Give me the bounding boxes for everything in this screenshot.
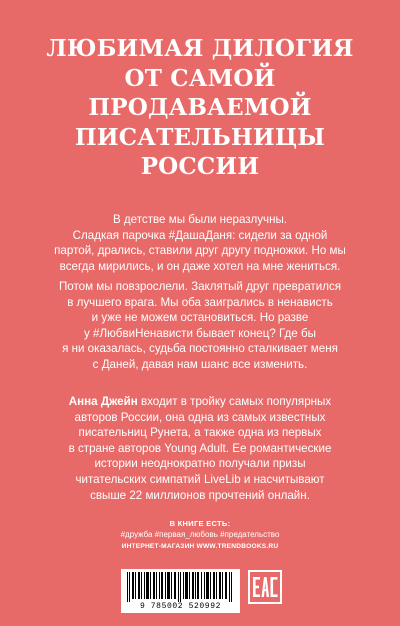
barcode [121,569,240,613]
text-line: Потом мы повзрослели. Заклятый друг превратился [58,280,342,293]
author-name: Анна Джейн [68,395,138,408]
synopsis-paragraph-2 [40,279,360,373]
text-line: читательских симпатий LiveLib и насчитывают [75,472,325,486]
text-line: партой, дрались, ставили друг другу подножки. Но мы [54,244,346,258]
text-line [40,394,360,410]
tags-block [90,519,310,552]
barcode-icon [127,572,234,602]
tags-title: В КНИГЕ ЕСТЬ: [169,519,231,528]
headline-line: ПРОДАВАЕМОЙ [88,94,312,121]
shop-url: ИНТЕРНЕТ-МАГАЗИН WWW.TRENDBOOKS.RU [121,543,279,550]
barcode-number: 9 785002 520992 [139,602,221,611]
synopsis-paragraph-1 [40,212,360,274]
text-line: писательниц Рунета, а также одна из первых [78,426,322,440]
text-line: я ни оказалась, судьба постоянно сталкивает меня [62,342,338,356]
text-line: всегда мирились, и он даже хотел на мне жениться. [59,259,341,273]
text-line: и уже не можем остановиться. Но разве [91,311,309,325]
text-line: В детстве мы были неразлучны. [112,213,288,226]
eac-mark-icon [248,570,282,604]
headline-line: ПИСАТЕЛЬНИЦЫ [74,123,326,151]
headline-line: ОТ САМОЙ [124,64,276,92]
headline [20,34,380,182]
headline-line: РОССИИ [140,153,260,180]
text-line: свыше 22 миллионов прочтений онлайн. [90,488,310,502]
author-bio [40,394,360,503]
author-bio-lead: входит в тройку самых популярных [137,395,332,408]
text-line: Сладкая парочка #ДашаДаня: сидели за одной [72,228,328,242]
text-line: в лучшего врага. Мы оба заигрались в ненависть [67,295,333,309]
eac-certification-mark [248,570,282,604]
headline-line: ЛЮБИМАЯ ДИЛОГИЯ [46,35,354,62]
text-line: в стране авторов Young Adult. Ее романтические [68,441,332,455]
text-line: истории неоднократно получали призы [94,457,306,471]
text-line: с Даней, давая нам шанс все изменить. [92,357,308,371]
text-line: у #ЛюбвиНенависти бывает конец? Где бы [84,326,316,340]
tags-list: #дружба #первая_любовь #предательство [120,530,280,539]
text-line: авторов России, она одна из самых известных [74,410,326,424]
